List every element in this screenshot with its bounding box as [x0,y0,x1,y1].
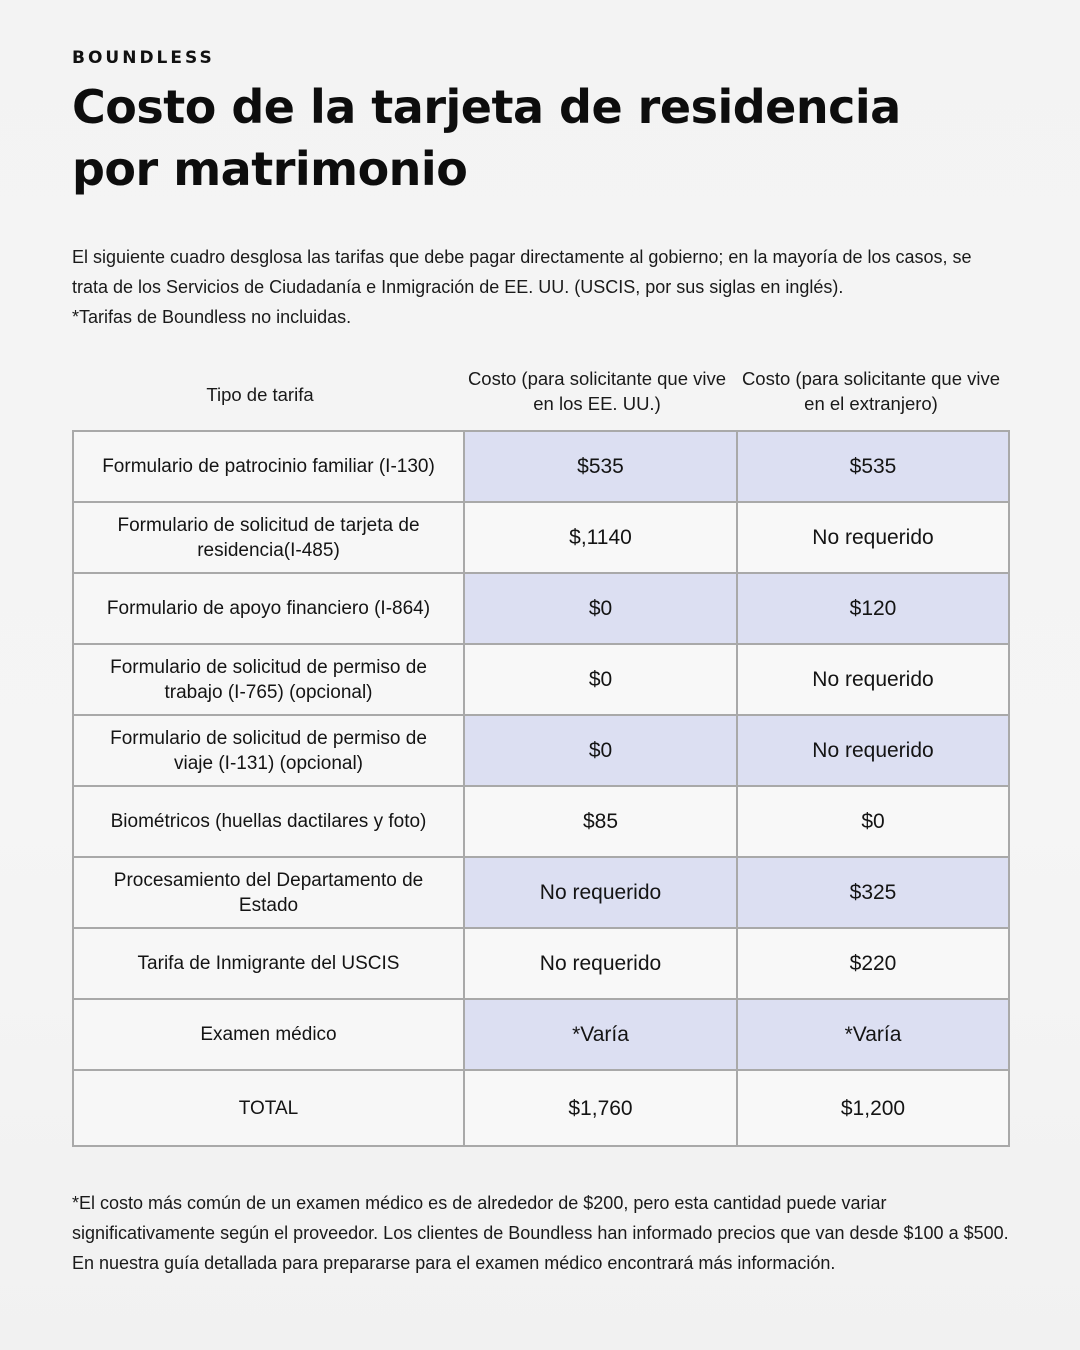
cost-us-cell: $0 [464,573,737,644]
total-abroad-cell: $1,200 [737,1070,1009,1146]
page-title: Costo de la tarjeta de residencia por matrimonio [72,80,901,196]
total-row [73,1070,1009,1146]
column-header-cost-abroad: Costo (para solicitante que vive en el extranjero) [741,368,1001,414]
fee-type-cell: Formulario de apoyo financiero (I-864) [73,573,464,644]
column-header-cost-us: Costo (para solicitante que vive en los EE. UU.) [467,368,727,414]
cost-abroad-cell: $220 [737,928,1009,999]
cost-abroad-cell: No requerido [737,715,1009,786]
fee-type-cell: Biométricos (huellas dactilares y foto) [73,786,464,857]
fee-type-cell: Formulario de patrocinio familiar (I-130) [73,431,464,502]
fee-type-cell: Examen médico [73,999,464,1070]
cost-us-cell: $535 [464,431,737,502]
table-row [73,644,1009,715]
fees-table [72,430,1010,1147]
cost-us-cell: $0 [464,644,737,715]
cost-us-cell: $,1140 [464,502,737,573]
cost-abroad-cell: No requerido [737,502,1009,573]
cost-abroad-cell: $120 [737,573,1009,644]
fee-type-cell: Procesamiento del Departamento de Estado [73,857,464,928]
cost-abroad-cell: $325 [737,857,1009,928]
total-label-cell: TOTAL [73,1070,464,1146]
fee-type-cell: Formulario de solicitud de permiso de viaje (I-131) (opcional) [73,715,464,786]
cost-us-cell: No requerido [464,928,737,999]
cost-abroad-cell: *Varía [737,999,1009,1070]
table-row [73,857,1009,928]
cost-abroad-cell: $0 [737,786,1009,857]
cost-abroad-cell: $535 [737,431,1009,502]
table-row [73,431,1009,502]
brand-wordmark: BOUNDLESS [72,48,215,68]
footnote: *El costo más común de un examen médico es de alrededor de $200, pero esta cantidad puede variar significativamente según el proveedor. Los clientes de Boundless han informado precios que van desde $100 a $500. En nuestra guía detallada para prepararse para el examen médico encontrará más información. [72,1193,1009,1273]
cost-abroad-cell: No requerido [737,644,1009,715]
table-row [73,786,1009,857]
table-row [73,502,1009,573]
cost-us-cell: No requerido [464,857,737,928]
total-us-cell: $1,760 [464,1070,737,1146]
fee-type-cell: Tarifa de Inmigrante del USCIS [73,928,464,999]
column-header-fee-type: Tipo de tarifa [206,384,314,405]
table-row [73,999,1009,1070]
intro-disclaimer: *Tarifas de Boundless no incluidas. [72,307,352,327]
table-row [73,928,1009,999]
table-row [73,573,1009,644]
table-row [73,715,1009,786]
intro-text [72,242,1002,332]
fee-type-cell: Formulario de solicitud de permiso de trabajo (I-765) (opcional) [73,644,464,715]
cost-us-cell: $85 [464,786,737,857]
cost-us-cell: *Varía [464,999,737,1070]
cost-us-cell: $0 [464,715,737,786]
intro-paragraph: El siguiente cuadro desglosa las tarifas que debe pagar directamente al gobierno; en la mayoría de los casos, se trata de los Servicios de Ciudadanía e Inmigración de EE. UU. (USCIS, por sus siglas en inglés). [72,247,972,297]
fee-type-cell: Formulario de solicitud de tarjeta de residencia(I-485) [73,502,464,573]
